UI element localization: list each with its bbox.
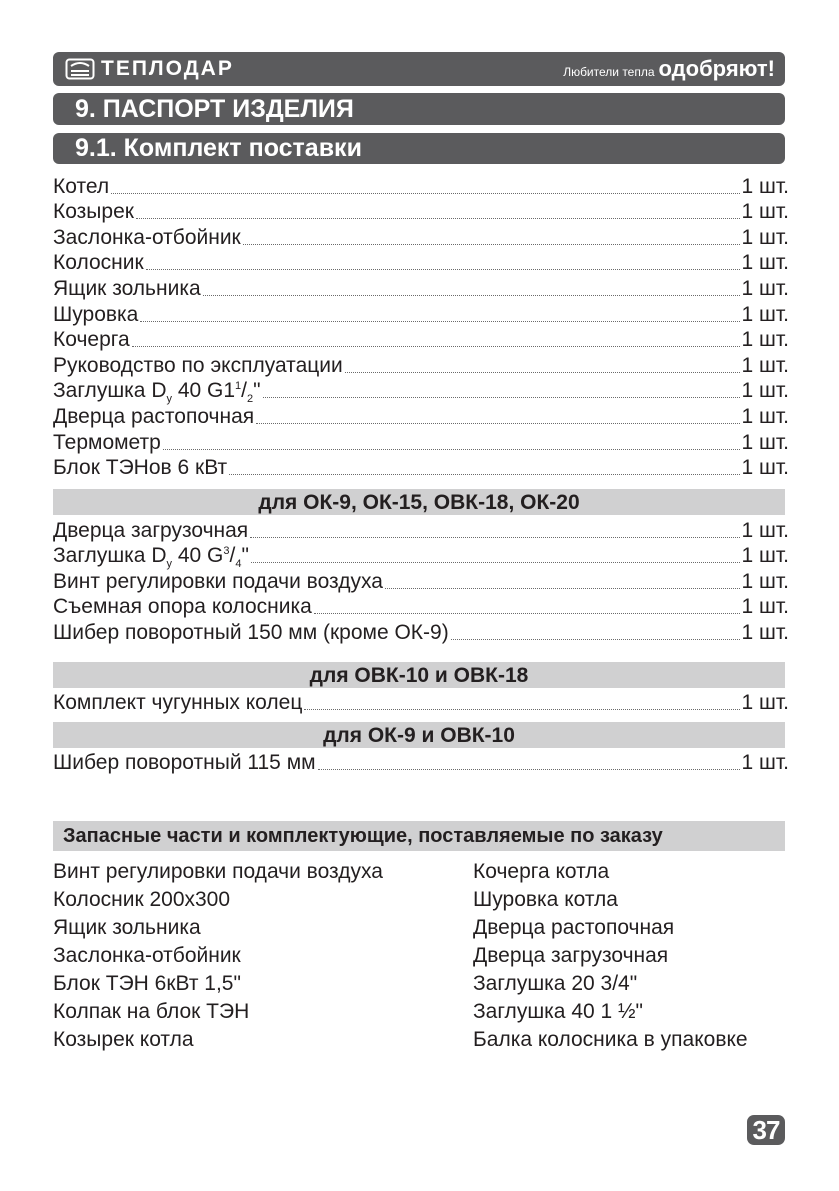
item-quantity: 1 шт. (741, 276, 789, 300)
item-name-part: 2 (247, 393, 254, 406)
group-title: для ОК-9 и ОВК-10 (53, 722, 785, 748)
item-quantity: 1 шт. (741, 174, 789, 198)
dot-leader (451, 638, 740, 640)
group-title: для ОК-9, ОК-15, ОВК-18, ОК-20 (53, 489, 785, 515)
dot-leader (345, 371, 740, 373)
subsection-title: 9.1. Комплект поставки (53, 133, 785, 164)
dot-leader (251, 561, 740, 563)
list-item (53, 594, 789, 620)
spare-parts-title: Запасные части и комплектующие, поставляемые по заказу (53, 821, 785, 851)
item-quantity: 1 шт. (741, 620, 789, 644)
teplodar-logo-icon (65, 58, 95, 80)
dot-leader (318, 768, 740, 770)
spare-part-item: Ящик зольника (53, 916, 201, 939)
item-quantity: 1 шт. (741, 456, 789, 480)
spare-part-item: Заглушка 20 3/4" (473, 972, 638, 995)
dot-leader (146, 268, 740, 270)
item-quantity: 1 шт. (741, 569, 789, 593)
brand (65, 57, 234, 81)
item-name: Кочерга (53, 328, 130, 352)
slogan-small: Любители тепла (563, 65, 655, 79)
item-name-part: Заглушка D (53, 379, 167, 403)
group-items-list (53, 689, 789, 715)
spare-part-item: Кочерга котла (473, 860, 610, 883)
item-name-part: / (241, 379, 248, 403)
spare-part-item: Винт регулировки подачи воздуха (53, 860, 383, 883)
item-name: Дверца загрузочная (53, 518, 249, 542)
dot-leader (136, 217, 740, 219)
dot-leader (132, 345, 740, 347)
dot-leader (263, 396, 740, 398)
header-bar (53, 52, 785, 86)
list-item (53, 429, 789, 455)
item-quantity: 1 шт. (741, 302, 789, 326)
item-name-part: у (166, 558, 172, 571)
item-quantity: 1 шт. (741, 353, 789, 377)
dot-leader (243, 243, 740, 245)
item-name (53, 544, 249, 571)
item-name-part: " (241, 544, 249, 568)
item-name-part: у (166, 393, 172, 406)
list-item (53, 455, 789, 481)
item-quantity: 1 шт. (741, 251, 789, 275)
section-title: 9. ПАСПОРТ ИЗДЕЛИЯ (53, 93, 785, 125)
item-quantity: 1 шт. (741, 225, 789, 249)
item-name-part: Заглушка D (53, 544, 167, 568)
item-name-part: " (253, 379, 261, 403)
dot-leader (111, 192, 739, 194)
slogan (563, 56, 775, 82)
item-quantity: 1 шт. (741, 200, 789, 224)
dot-leader (250, 536, 739, 538)
page-number: 37 (747, 1115, 785, 1145)
group-items-list (53, 517, 789, 645)
spare-parts-right-column (473, 858, 748, 1054)
list-item (53, 275, 789, 301)
item-name-part: 40 G1 (172, 379, 236, 403)
main-items-list (53, 173, 789, 480)
item-name (53, 379, 261, 406)
item-name: Шибер поворотный 115 мм (53, 750, 316, 774)
list-item (53, 619, 789, 645)
item-name: Шибер поворотный 150 мм (кроме ОК-9) (53, 620, 449, 644)
spare-part-item: Колосник 200х300 (53, 888, 231, 911)
slogan-big: одобряют! (658, 56, 775, 81)
item-quantity: 1 шт. (741, 328, 789, 352)
list-item (53, 543, 789, 569)
list-item (53, 250, 789, 276)
list-item (53, 199, 789, 225)
dot-leader (256, 422, 739, 424)
spare-part-item: Заглушка 40 1 ½" (473, 1000, 643, 1023)
list-item (53, 352, 789, 378)
item-name: Колосник (53, 251, 144, 275)
spare-part-item: Колпак на блок ТЭН (53, 1000, 250, 1023)
item-name-part: 4 (235, 558, 242, 571)
list-item (53, 327, 789, 353)
item-name: Термометр (53, 430, 161, 454)
list-item (53, 173, 789, 199)
item-quantity: 1 шт. (741, 750, 789, 774)
spare-parts-left-column (53, 858, 383, 1054)
dot-leader (304, 708, 739, 710)
item-quantity: 1 шт. (741, 544, 789, 568)
spare-part-item: Дверца растопочная (473, 916, 675, 939)
list-item (53, 403, 789, 429)
item-name: Дверца растопочная (53, 404, 255, 428)
spare-part-item: Дверца загрузочная (473, 944, 669, 967)
spare-part-item: Козырек котла (53, 1028, 194, 1051)
item-name: Ящик зольника (53, 276, 201, 300)
item-name: Руководство по эксплуатации (53, 353, 343, 377)
spare-part-item: Шуровка котла (473, 888, 618, 911)
item-name-part: 1 (235, 380, 242, 393)
dot-leader (163, 448, 740, 450)
item-name: Котел (53, 174, 110, 198)
item-name-part: 40 G (172, 544, 224, 568)
item-quantity: 1 шт. (741, 690, 789, 714)
group-items-list (53, 749, 789, 775)
list-item (53, 517, 789, 543)
item-name: Комплект чугунных колец (53, 690, 303, 714)
list-item (53, 568, 789, 594)
item-name-part: / (229, 544, 236, 568)
item-name: Козырек (53, 200, 134, 224)
item-quantity: 1 шт. (741, 430, 789, 454)
item-name: Шуровка (53, 302, 139, 326)
list-item (53, 378, 789, 404)
list-item (53, 224, 789, 250)
dot-leader (140, 320, 739, 322)
brand-name: ТЕПЛОДАР (101, 57, 234, 80)
item-quantity: 1 шт. (741, 518, 789, 542)
item-name: Блок ТЭНов 6 кВт (53, 456, 228, 480)
dot-leader (229, 473, 739, 475)
item-name-part: 3 (223, 545, 230, 558)
list-item (53, 689, 789, 715)
item-quantity: 1 шт. (741, 404, 789, 428)
spare-part-item: Балка колосника в упаковке (473, 1028, 748, 1051)
item-name: Заслонка-отбойник (53, 225, 241, 249)
item-quantity: 1 шт. (741, 595, 789, 619)
spare-part-item: Заслонка-отбойник (53, 944, 241, 967)
group-title: для ОВК-10 и ОВК-18 (53, 662, 785, 688)
spare-part-item: Блок ТЭН 6кВт 1,5" (53, 972, 241, 995)
dot-leader (203, 294, 740, 296)
item-name: Съемная опора колосника (53, 595, 312, 619)
dot-leader (385, 587, 740, 589)
item-quantity: 1 шт. (741, 379, 789, 403)
list-item (53, 301, 789, 327)
list-item (53, 749, 789, 775)
dot-leader (314, 612, 740, 614)
item-name: Винт регулировки подачи воздуха (53, 569, 383, 593)
